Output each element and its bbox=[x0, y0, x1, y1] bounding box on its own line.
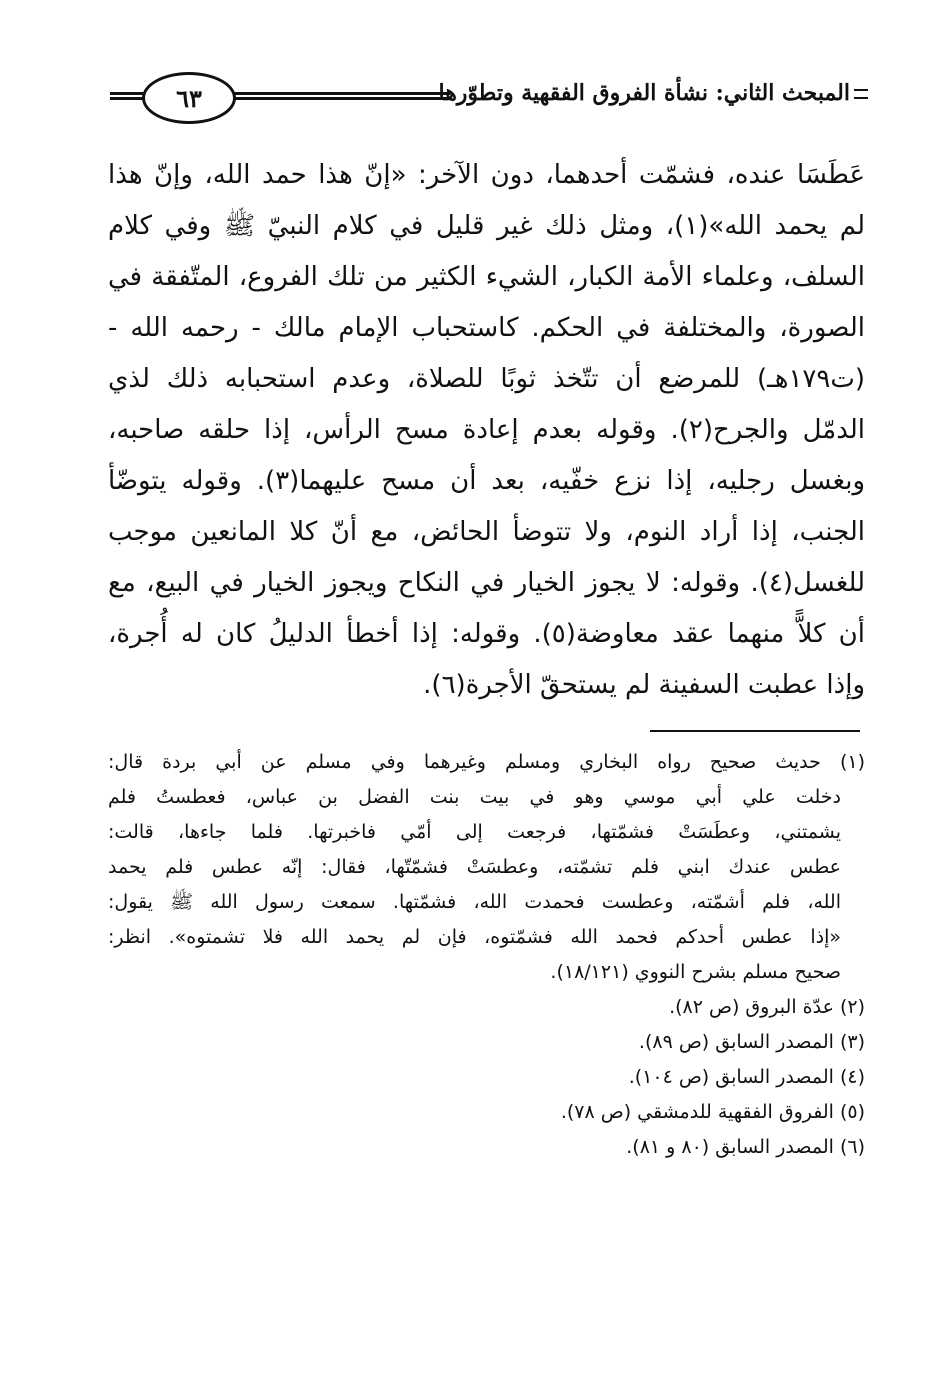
page-number-badge bbox=[142, 72, 236, 124]
footnote-3: (٣) المصدر السابق (ص ٨٩). bbox=[638, 1031, 865, 1053]
footnote-1 bbox=[108, 745, 865, 990]
body-line: وبغسل رجليه، إذا نزع خفّيه، بعد أن مسح عليهما(٣). وقوله يتوضّأ bbox=[108, 466, 866, 496]
footnote-line: يشمتني، وعطَسَتْ فشمّتها، فرجعت إلى أمّي فاخبرتها. فلما جاءها، قالت: bbox=[108, 821, 841, 843]
body-line: أن كلاًّ منهما عقد معاوضة(٥). وقوله: إذا أخطأ الدليلُ كان له أُجرة، bbox=[108, 619, 866, 649]
footnote-line: «إذا عطس أحدكم فحمد الله فشمّتوه، فإن لم يحمد الله فلا تشمتوه». انظر: bbox=[108, 926, 841, 948]
body-paragraph bbox=[108, 150, 865, 711]
body-line: عَطَسَا عنده، فشمّت أحدهما، دون الآخر: «إنّ هذا حمد الله، وإنّ هذا bbox=[108, 160, 865, 190]
chapter-title-text: المبحث الثاني: نشأة الفروق الفقهية وتطوّرها bbox=[438, 80, 850, 106]
header-rule-right bbox=[222, 92, 450, 100]
title-dash-ornament bbox=[854, 89, 868, 99]
body-line: (ت١٧٩هـ) للمرضع أن تتّخذ ثوبًا للصلاة، وعدم استحبابه ذلك لذي bbox=[108, 364, 865, 394]
body-line: الصورة، والمختلفة في الحكم. كاستحباب الإمام مالك - رحمه الله - bbox=[108, 313, 865, 343]
body-line: السلف، وعلماء الأمة الكبار، الشيء الكثير من تلك الفروع، المتّفقة في bbox=[108, 262, 865, 292]
footnote-separator bbox=[650, 730, 860, 732]
body-line: للغسل(٤). وقوله: لا يجوز الخيار في النكاح ويجوز الخيار في البيع، مع bbox=[108, 568, 865, 598]
footnotes bbox=[108, 745, 865, 1165]
body-line: الدمّل والجرح(٢). وقوله بعدم إعادة مسح الرأس، إذا حلقه صاحبه، bbox=[108, 415, 865, 445]
footnote-line: الله، فلم أشمّته، وعطست فحمدت الله، فشمّتها. سمعت رسول الله ﷺ يقول: bbox=[108, 891, 841, 913]
footnote-5: (٥) الفروق الفقهية للدمشقي (ص ٧٨). bbox=[560, 1101, 865, 1123]
footnote-6: (٦) المصدر السابق (٨٠ و ٨١). bbox=[626, 1136, 865, 1158]
footnote-line: صحيح مسلم بشرح النووي (١٨/١٢١). bbox=[550, 961, 841, 983]
body-line: الجنب، إذا أراد النوم، ولا تتوضأ الحائض، مع أنّ كلا المانعين موجب bbox=[108, 517, 865, 547]
body-line: لم يحمد الله»(١)، ومثل ذلك غير قليل في كلام النبيّ ﷺ وفي كلام bbox=[108, 211, 865, 241]
body-line: وإذا عطبت السفينة لم يستحقّ الأجرة(٦). bbox=[423, 670, 865, 700]
footnote-line: دخلت علي أبي موسي وهو في بيت بنت الفضل بن عباس، فعطستُ فلم bbox=[108, 786, 841, 808]
page-number: ٦٣ bbox=[176, 83, 202, 113]
chapter-title bbox=[438, 80, 868, 106]
footnote-line: (١) حديث صحيح رواه البخاري ومسلم وغيرهما وفي مسلم عن أبي بردة قال: bbox=[108, 751, 865, 773]
footnote-2: (٢) عدّة البروق (ص ٨٢). bbox=[669, 996, 865, 1018]
footnote-4: (٤) المصدر السابق (ص ١٠٤). bbox=[628, 1066, 865, 1088]
footnote-line: عطس عندك ابني فلم تشمّته، وعطسَتْ فشمّتّها، فقال: إنّه عطس فلم يحمد bbox=[108, 856, 841, 878]
